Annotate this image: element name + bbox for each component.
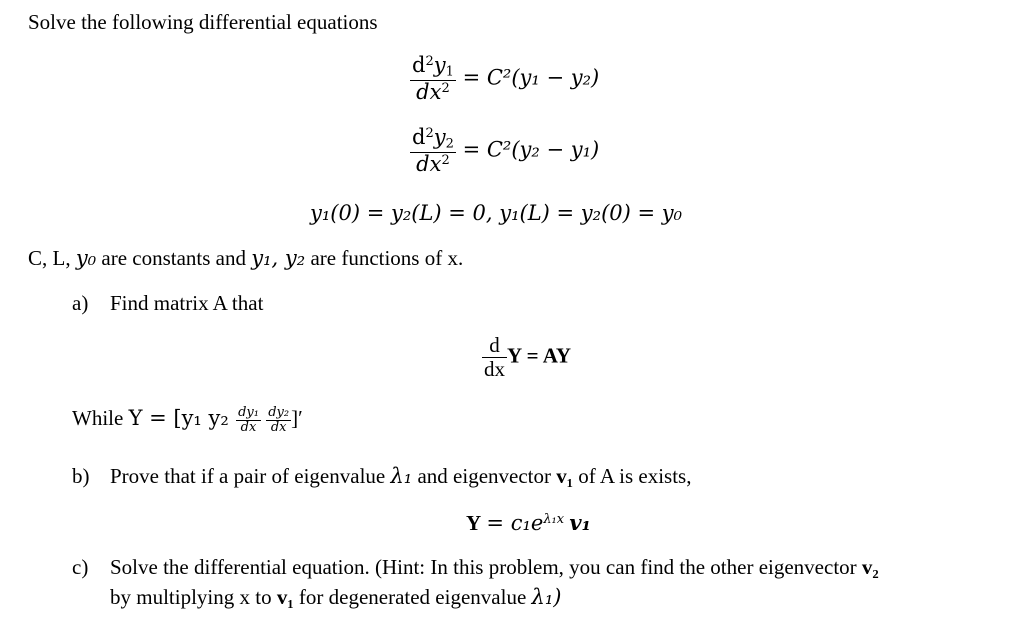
eq2-den-sup: 2: [441, 152, 450, 168]
y-vector-close: ]′: [291, 405, 303, 430]
eq1-rhs: = C²(y₁ − y₂): [462, 65, 600, 90]
dy2-dx-fraction: [266, 406, 291, 434]
part-a-fraction: [482, 334, 507, 381]
part-a-frac-den: dx: [484, 357, 505, 382]
y-vector-start: Y = [y₁ y₂: [128, 405, 229, 430]
part-a-text: Find matrix A that: [110, 291, 264, 315]
eq2-num-y: y: [433, 125, 446, 149]
eq1-den-dx: dx: [416, 79, 442, 104]
part-a-while: [72, 406, 303, 434]
eq1-den-sup: 2: [441, 80, 450, 96]
dy1-den: dx: [240, 419, 257, 435]
eq1-num-y: y: [433, 53, 446, 77]
boundary-conditions: y₁(0) = y₂(L) = 0, y₁(L) = y₂(0) = y₀: [310, 201, 683, 225]
part-b-text3: of A is exists,: [578, 464, 692, 488]
part-c-text3: for degenerated eigenvalue: [298, 585, 527, 609]
eq2-num-sub: 2: [445, 136, 454, 152]
dy1-dx-fraction: [236, 406, 261, 434]
eq1-num-sub: 1: [445, 64, 454, 80]
constants-part3: are functions of x.: [310, 246, 464, 270]
part-b-label: b): [72, 464, 90, 488]
part-b-text: [110, 466, 691, 487]
constants-part2: are constants and: [101, 246, 247, 270]
part-c-v1: v₁: [276, 585, 294, 609]
part-a-rhs: Y = AY: [507, 343, 572, 368]
eq2-den-dx: dx: [416, 151, 442, 176]
part-b-lambda: λ₁: [390, 464, 413, 488]
part-b-text1: Prove that if a pair of eigenvalue: [110, 464, 386, 488]
eq1-num-d: d: [412, 53, 426, 77]
part-b-eq-v1: v₁: [569, 510, 591, 535]
part-c-text-line2: [110, 587, 561, 608]
part-b-text2: and eigenvector: [417, 464, 551, 488]
eq2-num-sup: 2: [425, 125, 434, 141]
part-b-eq-y: Y: [466, 511, 482, 535]
eq1-fraction: [410, 54, 456, 104]
while-label: While: [72, 405, 124, 430]
constants-y12: y₁, y₂: [251, 246, 306, 270]
part-b-eq-exp: λ₁x: [543, 511, 565, 527]
constants-part1: C, L,: [28, 246, 71, 270]
part-c-text-line1: [110, 557, 879, 578]
part-b-eq-rest: = c₁e: [486, 511, 544, 535]
part-a-frac-num: d: [482, 334, 507, 358]
part-c-text1: Solve the differential equation. (Hint: In this problem, you can find the other eigenvector: [110, 555, 857, 579]
constants-y0: y₀: [75, 246, 97, 270]
dy2-num: dy₂: [268, 405, 290, 420]
dy1-num: dy₁: [238, 405, 259, 420]
part-c-label: c): [72, 555, 89, 579]
eq1-num-sup: 2: [425, 53, 434, 69]
eq2-fraction: [410, 126, 456, 176]
dy2-den: dx: [270, 419, 287, 435]
part-a-label: a): [72, 291, 89, 315]
equation-2: [410, 126, 599, 176]
part-b-equation: [466, 512, 591, 534]
part-c-v2: v₂: [861, 555, 879, 579]
part-c-lambda: λ₁): [531, 585, 562, 609]
eq2-rhs: = C²(y₂ − y₁): [462, 137, 600, 162]
part-b-v1: v₁: [556, 464, 574, 488]
part-a-equation: [482, 334, 571, 381]
constants-line: [28, 248, 463, 269]
equation-1: [410, 54, 599, 104]
eq2-num-d: d: [412, 125, 426, 149]
intro-text: Solve the following differential equations: [28, 10, 378, 34]
part-c-text2: by multiplying x to: [110, 585, 272, 609]
